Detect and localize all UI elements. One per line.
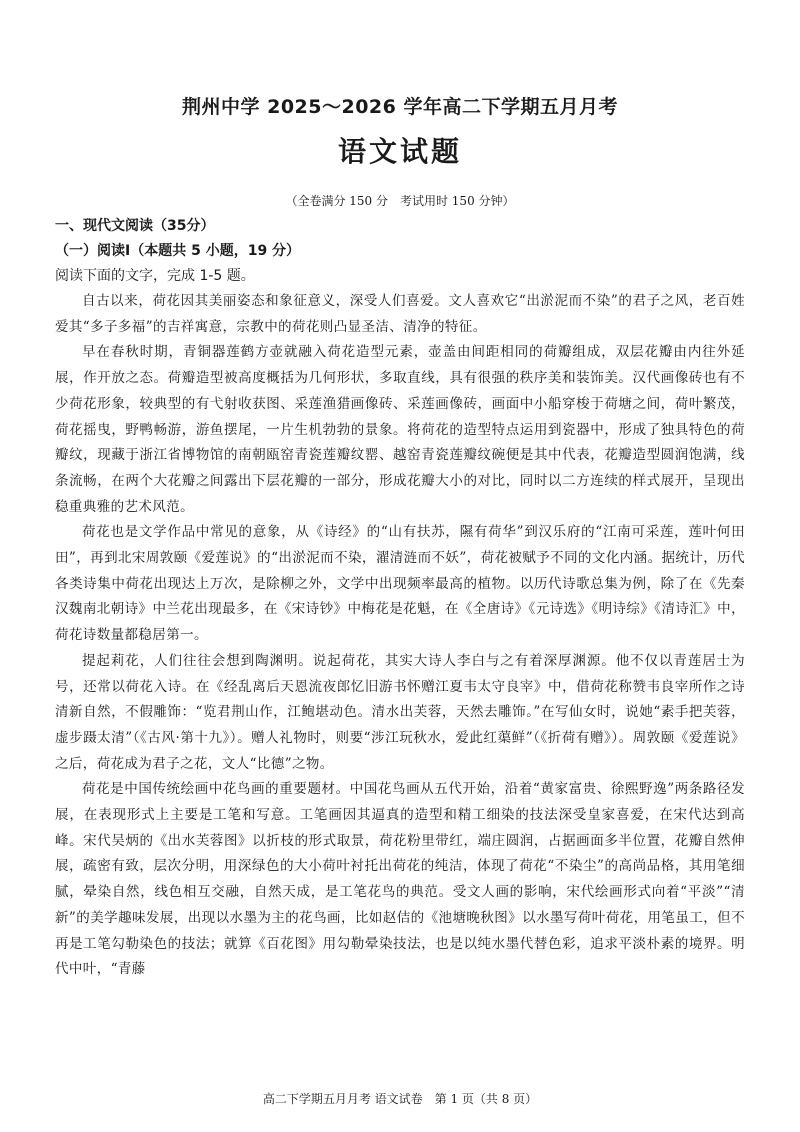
- exam-info: （全卷满分 150 分 考试用时 150 分钟）: [285, 194, 515, 208]
- passage-paragraph: 早在春秋时期，青铜器莲鹤方壶就融入荷花造型元素，壶盖由间距相同的荷瓣组成，双层花瓣由内往外延展，作开放之态。荷瓣造型被高度概括为几何形状，多取直线，具有很强的秩序美和装饰美。汉代画像砖也有不少荷花形象，较典型的有弋射收获图、采莲渔猎画像砖、采莲画像砖，画面中小船穿梭于荷塘之间，荷叶繁茂，荷花摇曳，野鸭畅游，游鱼摆尾，一片生机勃勃的景象。将荷花的造型特点运用到瓷器中，形成了独具特色的荷瓣纹，现藏于浙江省博物馆的南朝瓯窑青瓷莲瓣纹罂、越窑青瓷莲瓣纹碗便是其中代表，花瓣造型圆润饱满，线条流畅，在两个大花瓣之间露出下层花瓣的一部分，形成花瓣大小的对比，同时以二方连续的样式展开，呈现出稳重典雅的艺术风范。: [55, 344, 745, 515]
- passage-paragraph: 荷花也是文学作品中常见的意象，从《诗经》的“山有扶苏，隰有荷华”到汉乐府的“江南可采莲，莲叶何田田”，再到北宋周敦颐《爱莲说》的“出淤泥而不染，濯清涟而不妖”，荷花被赋予不同的文化内涵。据统计，历代各类诗集中荷花出现达上万次，是除柳之外，文学中出现频率最高的植物。以历代诗歌总集为例，除了在《先秦汉魏南北朝诗》中兰花出现最多，在《宋诗钞》中梅花是花魁，在《全唐诗》《元诗选》《明诗综》《清诗汇》中，荷花诗数量都稳居第一。: [55, 524, 745, 644]
- section-instruction: 阅读下面的文字，完成 1-5 题。: [55, 268, 255, 284]
- passage-paragraph: 提起莉花，人们往往会想到陶渊明。说起荷花，其实大诗人李白与之有着深厚渊源。他不仅以青莲居士为号，还常以荷花入诗。在《经乱离后天恩流夜郎忆旧游书怀赠江夏韦太守良宰》中，借荷花称赞韦良宰所作之诗清新自然，不假雕饰：“览君荆山作，江鲍堪动色。清水出芙蓉，天然去雕饰。”在写仙女时，说她“素手把芙蓉，虚步蹑太清”（《古风·第十九》）。赠人礼物时，则要“涉江玩秋水，爱此红蕖鲜”（《折荷有赠》）。周敦颐《爱莲说》之后，荷花成为君子之花，文人“比德”之物。: [55, 652, 745, 772]
- subject-title: 语文试题: [337, 135, 462, 168]
- page-footer: 高二下学期五月月考 语文试卷 第 1 页（共 8 页）: [262, 1092, 538, 1106]
- passage-paragraph: 自古以来，荷花因其美丽姿态和象征意义，深受人们喜爱。文人喜欢它“出淤泥而不染”的君子之风，老百姓爱其“多子多福”的吉祥寓意，宗教中的荷花则凸显圣洁、清净的特征。: [55, 293, 745, 335]
- school-exam-title: 荆州中学 2025～2026 学年高二下学期五月月考: [182, 96, 618, 118]
- passage-paragraph: 荷花是中国传统绘画中花鸟画的重要题材。中国花鸟画从五代开始，沿着“黄家富贵、徐熙野逸”两条路径发展，在表现形式上主要是工笔和写意。工笔画因其逼真的造型和精工细染的技法深受皇家喜爱，在宋代达到高峰。宋代吴炳的《出水芙蓉图》以折枝的形式取景，荷花粉里带红，端庄圆润，占据画面多半位置，花瓣自然伸展，疏密有致，层次分明，用深绿色的大小荷叶衬托出荷花的纯洁，体现了荷花“不染尘”的高尚品格，其用笔细腻，晕染自然，线色相互交融，自然天成，是工笔花鸟的典范。受文人画的影响，宋代绘画形式向着“平淡”“清新”的美学趣味发展，出现以水墨为主的花鸟画，比如赵佶的《池塘晚秋图》以水墨写荷叶荷花，用笔虽工，但不再是工笔勾勒染色的技法；就算《百花图》用勾勒晕染技法，也是以纯水墨代替色彩，追求平淡朴素的境界。明代中叶，“青藤: [55, 781, 745, 978]
- reading-section: [55, 214, 745, 983]
- section-heading: 一、现代文阅读（35分）: [55, 218, 215, 234]
- section-subheading: （一）阅读Ⅰ（本题共 5 小题，19 分）: [55, 243, 301, 259]
